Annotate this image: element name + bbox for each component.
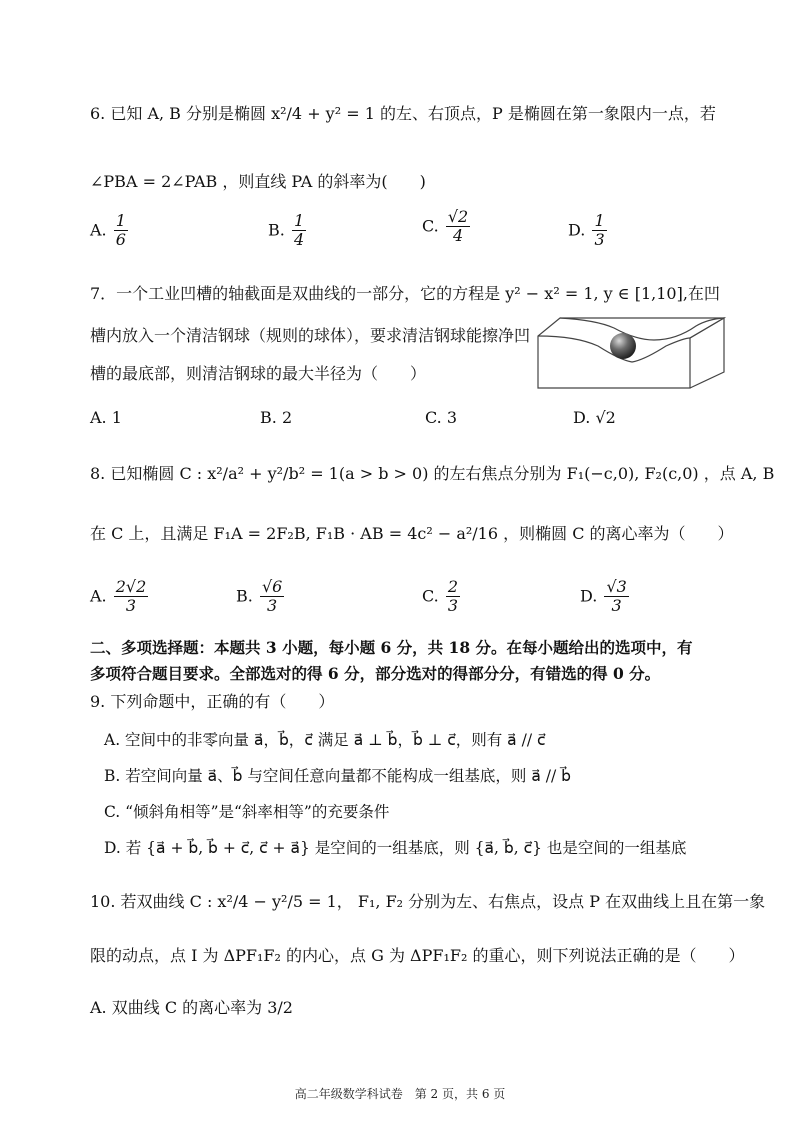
- q8-stem-line1: 8. 已知椭圆 C : x²/a² + y²/b² = 1(a > b > 0) 的左右焦点分别为 F₁(−c,0), F₂(c,0) ，点 A, B: [90, 464, 775, 483]
- q9-option-b: B. 若空间向量 a⃗、b⃗ 与空间任意向量都不能构成一组基底，则 a⃗ // b⃗: [104, 767, 571, 785]
- q6-option-d: D. $\frac{1}{3}$: [568, 211, 605, 250]
- q10-stem-line2: 限的动点，点 I 为 ΔPF₁F₂ 的内心，点 G 为 ΔPF₁F₂ 的重心，则下列说法正确的是（ ）: [90, 946, 745, 965]
- q10-stem-line1: 10. 若双曲线 C : x²/4 − y²/5 = 1， F₁, F₂ 分别为左、右焦点，设点 P 在双曲线上且在第一象: [90, 892, 766, 911]
- q8-option-d: D. $\frac{√3}{3}$: [580, 577, 627, 616]
- q6-option-a: A. $\frac{1}{6}$: [90, 211, 126, 250]
- steel-ball: [610, 333, 636, 359]
- q6-stem-line1: 6. 已知 A, B 分别是椭圆 x²/4 + y² = 1 的左、右顶点，P 是椭圆在第一象限内一点，若: [90, 104, 716, 123]
- page-footer: 高二年级数学科试卷 第 2 页，共 6 页: [294, 1087, 506, 1101]
- q6-option-b: B. $\frac{1}{4}$: [268, 211, 305, 250]
- q7-stem-line1: 7．一个工业凹槽的轴截面是双曲线的一部分，它的方程是 y² − x² = 1, y ∈ [1,10],在凹: [90, 284, 720, 303]
- q10-option-a: A. 双曲线 C 的离心率为 3/2: [90, 998, 293, 1017]
- q7-option-b: B. 2: [260, 408, 293, 427]
- q8-option-c: C. $\frac{2}{3}$: [422, 577, 459, 616]
- section2-heading-line1: 二、多项选择题：本题共 3 小题，每小题 6 分，共 18 分。在每小题给出的选项中，有: [90, 638, 693, 657]
- q9-option-a: A. 空间中的非零向量 a⃗，b⃗，c⃗ 满足 a⃗ ⊥ b⃗，b⃗ ⊥ c⃗，则有 a⃗ // c⃗: [104, 731, 546, 749]
- q7-stem-line3: 槽的最底部，则清洁钢球的最大半径为（ ）: [90, 364, 427, 383]
- q7-option-d: D. √2: [573, 408, 616, 427]
- q8-option-b: B. $\frac{√6}{3}$: [236, 577, 283, 616]
- q8-option-a: A. $\frac{2√2}{3}$: [90, 577, 147, 616]
- q6-option-c: C. $\frac{√2}{4}$: [422, 207, 469, 246]
- q7-option-a: A. 1: [90, 408, 122, 427]
- groove-ball-figure: [536, 316, 754, 392]
- q6-stem-line2: ∠PBA = 2∠PAB ，则直线 PA 的斜率为( ): [90, 172, 426, 191]
- q7-stem-line2: 槽内放入一个清洁钢球（规则的球体），要求清洁钢球能擦净凹: [90, 326, 531, 345]
- q9-stem: 9. 下列命题中，正确的有（ ）: [90, 692, 335, 711]
- q9-option-d: D. 若 {a⃗ + b⃗, b⃗ + c⃗, c⃗ + a⃗} 是空间的一组基底，则 {a⃗, b⃗, c⃗} 也是空间的一组基底: [104, 839, 687, 857]
- q9-option-c: C. “倾斜角相等”是“斜率相等”的充要条件: [104, 803, 390, 821]
- q8-stem-line2: 在 C 上，且满足 F₁A = 2F₂B, F₁B · AB = 4c² − a²/16 ，则椭圆 C 的离心率为（ ）: [90, 524, 734, 543]
- section2-heading-line2: 多项符合题目要求。全部选对的得 6 分，部分选对的得部分分，有错选的得 0 分。: [90, 664, 661, 683]
- q7-option-c: C. 3: [425, 408, 458, 427]
